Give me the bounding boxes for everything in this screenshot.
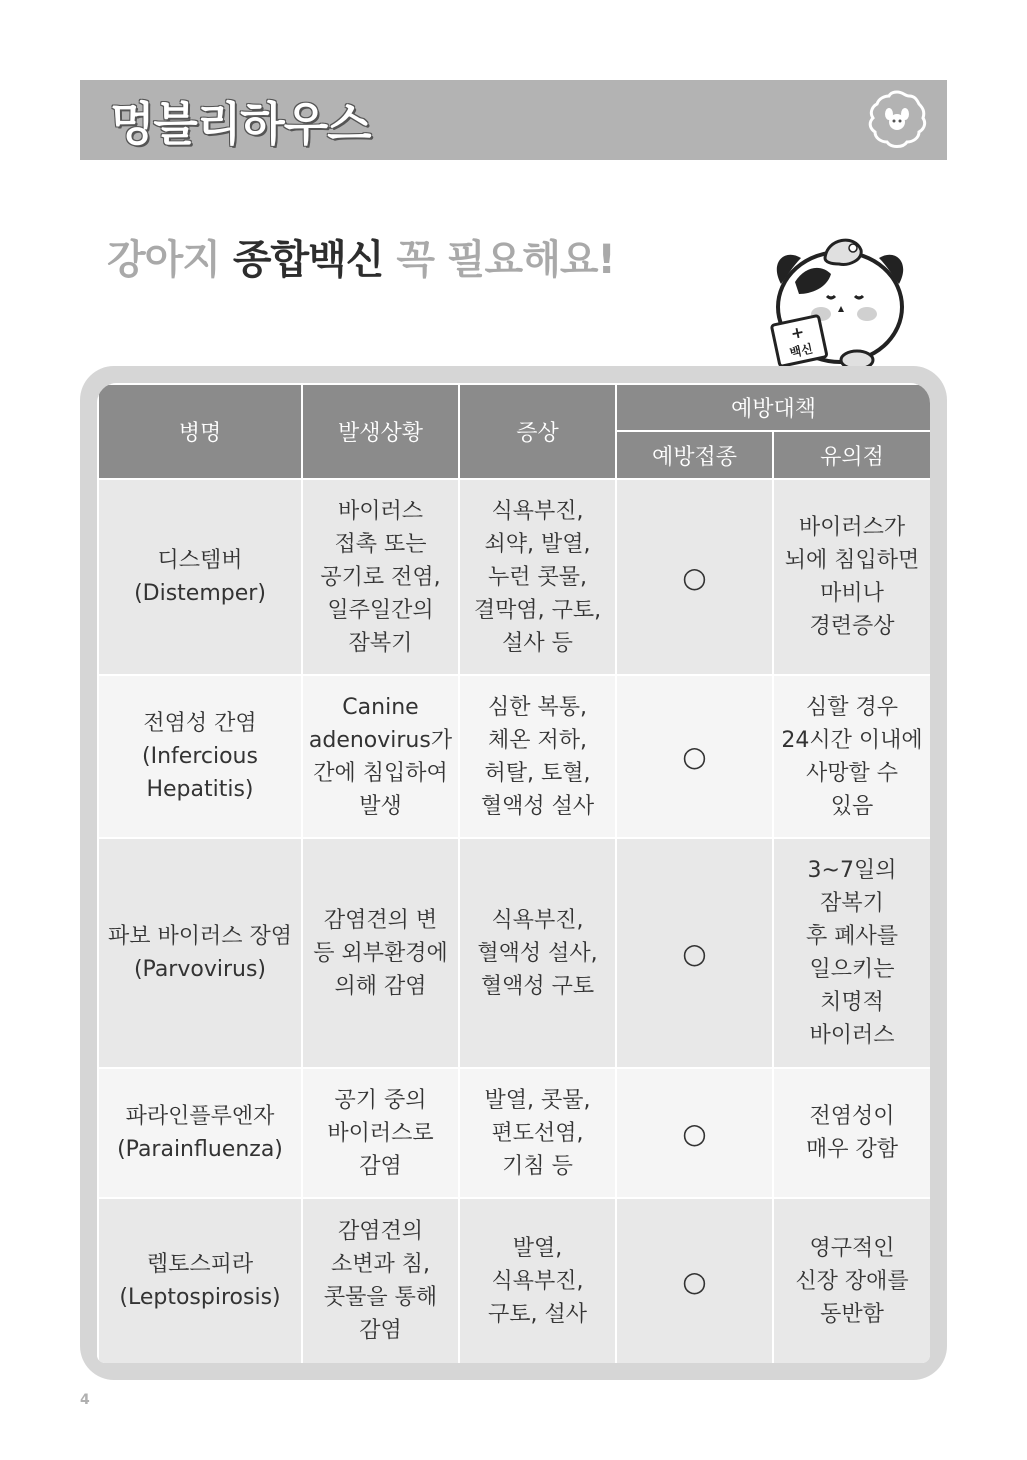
cell-vaccination: ○ [616, 675, 773, 838]
cell-disease: 전염성 간염 (Infercious Hepatitis) [98, 675, 302, 838]
cell-occurrence: 감염견의 변 등 외부환경에 의해 감염 [302, 838, 459, 1068]
cell-notes: 영구적인 신장 장애를 동반함 [773, 1198, 930, 1363]
table-row [98, 1198, 930, 1363]
cell-notes: 바이러스가 뇌에 침입하면 마비나 경련증상 [773, 479, 930, 675]
dog-mascot-illustration [765, 222, 915, 372]
cell-symptoms: 심한 복통, 체온 저하, 허탈, 토혈, 혈액성 설사 [459, 675, 616, 838]
cell-notes: 전염성이 매우 강함 [773, 1068, 930, 1198]
cell-symptoms: 식욕부진, 쇠약, 발열, 누런 콧물, 결막염, 구토, 설사 등 [459, 479, 616, 675]
heading-part-3: 꼭 필요해요! [383, 237, 615, 283]
vaccine-table-container [97, 383, 930, 1363]
cell-vaccination: ○ [616, 479, 773, 675]
heading-part-1: 강아지 [107, 237, 233, 283]
cell-vaccination: ○ [616, 838, 773, 1068]
cell-vaccination: ○ [616, 1198, 773, 1363]
cell-disease: 파라인플루엔자 (Parainfluenza) [98, 1068, 302, 1198]
cell-notes: 3~7일의 잠복기 후 폐사를 일으키는 치명적 바이러스 [773, 838, 930, 1068]
svg-text:백신: 백신 [788, 341, 815, 361]
header-symptoms: 증상 [459, 384, 616, 479]
table-row [98, 479, 930, 675]
table-row [98, 675, 930, 838]
cell-symptoms: 발열, 식욕부진, 구토, 설사 [459, 1198, 616, 1363]
page-heading [107, 228, 615, 285]
heading-emphasis: 종합백신 [232, 237, 384, 283]
cell-symptoms: 식욕부진, 혈액성 설사, 혈액성 구토 [459, 838, 616, 1068]
dog-logo-icon [865, 88, 929, 152]
page-number: 4 [80, 1392, 90, 1408]
table-row [98, 1068, 930, 1198]
cell-notes: 심할 경우 24시간 이내에 사망할 수 있음 [773, 675, 930, 838]
vaccine-table [97, 383, 930, 1363]
cell-occurrence: 바이러스 접촉 또는 공기로 전염, 일주일간의 잠복기 [302, 479, 459, 675]
cell-vaccination: ○ [616, 1068, 773, 1198]
banner-title: 멍블리하우스 [110, 97, 371, 151]
header-prevention: 예방대책 [616, 384, 930, 431]
cell-occurrence: 감염견의 소변과 침, 콧물을 통해 감염 [302, 1198, 459, 1363]
header-occurrence: 발생상황 [302, 384, 459, 479]
cell-disease: 파보 바이러스 장염 (Parvovirus) [98, 838, 302, 1068]
cell-disease: 렙토스피라 (Leptospirosis) [98, 1198, 302, 1363]
cell-symptoms: 발열, 콧물, 편도선염, 기침 등 [459, 1068, 616, 1198]
header-notes: 유의점 [773, 431, 930, 479]
header-vaccination: 예방접종 [616, 431, 773, 479]
cell-disease: 디스템버 (Distemper) [98, 479, 302, 675]
cell-occurrence: 공기 중의 바이러스로 감염 [302, 1068, 459, 1198]
header-disease: 병명 [98, 384, 302, 479]
header-banner [80, 80, 947, 160]
table-row [98, 838, 930, 1068]
cell-occurrence: Canine adenovirus가 간에 침입하여 발생 [302, 675, 459, 838]
svg-text:+: + [788, 321, 806, 344]
